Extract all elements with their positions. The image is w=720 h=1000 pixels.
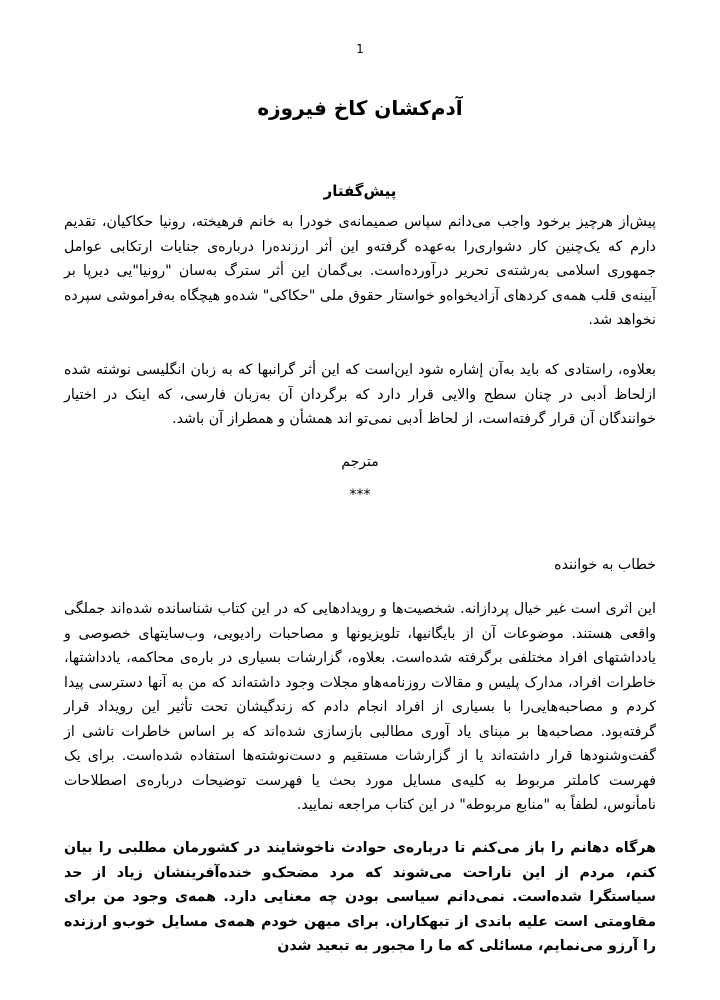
reader-address-heading: خطاب به خواننده bbox=[554, 557, 656, 573]
page-number: 1 bbox=[356, 42, 364, 56]
preface-heading: پیش‌گفتار bbox=[323, 182, 397, 200]
preface-paragraph-1: پیش‌از هرچیز برخود واجب می‌دانم سپاس صمیمانه‌ی خودرا به خانم فرهیخته، رونیا حکاکیان، تقدیم دارم که یک‌چنین کار دشواری‌را به‌عهده گرفته‌و این أثر ارزنده‌را درباره‌ی جنایات ارتکابی عوامل جمهوری اسلامی به‌رشته‌ی تحریر درآورده‌است. بی‌گمان این أثر سترگ به‌سان "رونیا"یی دیرپا بر آیینه‌ی قلب همه‌ی کردهای آزادیخواه‌و خواستار حقوق ملی "حکاکی" شده‌و هیچگاه به‌فراموشی سپرده نخواهد شد. bbox=[64, 214, 656, 328]
translator-signature: مترجم bbox=[341, 454, 379, 470]
section-separator: *** bbox=[349, 487, 371, 503]
reader-address-paragraph-2: هرگاه دهانم را باز می‌کنم تا درباره‌ی حوادث ناخوشایند در کشورمان مطلبی را بیان کنم، مردم از این ناراحت می‌شوند که مرد مضحک‌و خنده‌آفرینشان زیاد از حد سیاستگرا شده‌است. نمی‌دانم سیاسی بودن چه معنایی دارد. همه‌ی وجود من برای مقاومتی است علیه باندی از تبهکاران. برای میهن خودم همه‌ی مسایل خوب‌و ارزنده را آرزو می‌نمایم، مسائلی که ما را مجبور به تبعید شدن bbox=[64, 840, 656, 954]
reader-address-paragraph-1: این اثری است غیر خیال پردازانه. شخصیت‌ها و رویدادهایی که در این کتاب شناسانده شده‌اند جملگی واقعی هستند. موضوعات آن از بایگانیها، تلویزیونها و مصاحبات رادیویی، وب‌سایتهای خصوصی و یادداشتهای افراد مختلفی برگرفته شده‌است. بعلاوه، گزارشات بسیاری در باره‌ی محاکمه، یادداشتها، خاطرات افراد، مدارک پلیس و مقالات روزنامه‌ها‌و مجلات وجود داشته‌اند که من به آنها دسترسی پیدا کردم و مصاحبه‌هایی‌را با بسیاری از افراد انجام دادم که زندگیشان تحت تأثیر این رویداد قرار گرفته‌بود. مصاحبه‌ها بر مبنای یاد آوری مطالبی بازسازی شده‌اند که بر اساس خاطرات ناشی از گفت‌وشنودها قرار داشته‌اند یا از گزارشات مستقیم و دست‌نوشته‌ها استفاده شده‌است. برای یک فهرست کاملتر مربوط به کلیه‌ی مسایل مورد بحث یا فهرست توضیحات درباره‌ی اصطلاحات نامأنوس، لطفاً به "منابع مربوطه" در این کتاب مراجعه نمایید. bbox=[64, 601, 656, 813]
book-title: آدم‌کشان کاخ فیروزه bbox=[257, 96, 463, 120]
preface-paragraph-2: بعلاوه، راستادی که باید به‌آن إشاره شود این‌است که این أثر گرانبها که به زبان انگلیسی نوشته شده ازلحاظ أدبی در چنان سطح والایی قرار دارد که برگردان آن به‌زبان فارسی، که اینک در اختیار خوانندگان آن قرار گرفته‌است، از لحاظ أدبی نمی‌تو اند همشأن و همطراز آن باشد. bbox=[64, 362, 656, 427]
